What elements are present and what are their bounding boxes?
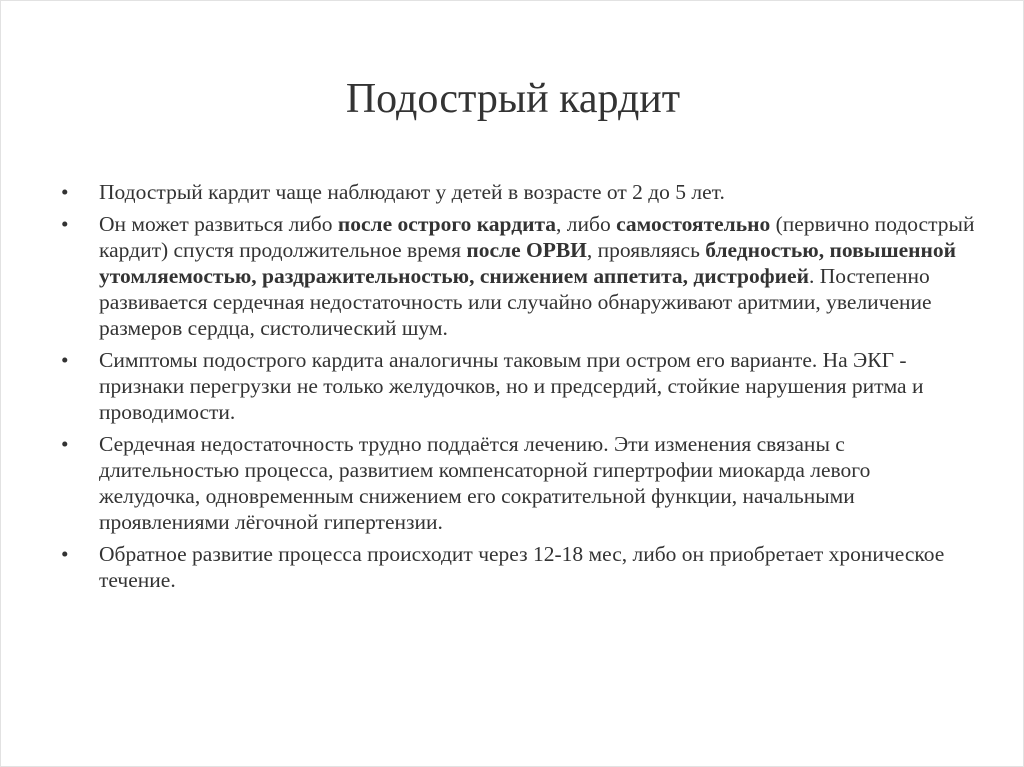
bullet-icon: •: [61, 180, 69, 204]
bullet-icon: •: [61, 542, 69, 566]
bullet-text-segment: Обратное развитие процесса происходит через 12-18 мес, либо он приобретает хроническое течение.: [99, 542, 945, 592]
bullet-item: [61, 211, 976, 341]
bullet-text-segment: , проявляясь: [586, 238, 706, 262]
bullet-icon: •: [61, 212, 69, 236]
bullet-bold-segment: после ОРВИ: [466, 238, 587, 262]
bullet-text-segment: , либо: [556, 212, 617, 236]
bullet-text-segment: . Постепенно развивается сердечная недостаточность или случайно обнаруживают аритмии, увеличение размеров сердца, систолический шум.: [99, 264, 932, 340]
slide-title: Подострый кардит: [345, 76, 681, 122]
bullet-bold-segment: самостоятельно: [616, 212, 771, 236]
bullet-bold-segment: бледностью, повышенной утомляемостью, раздражительностью, снижением аппетита, дистрофией: [99, 238, 957, 288]
bullet-text-segment: Подострый кардит чаще наблюдают у детей в возрасте от 2 до 5 лет.: [99, 180, 725, 204]
bullet-item: [61, 179, 976, 205]
bullet-icon: •: [61, 348, 69, 372]
bullet-item: [61, 541, 976, 593]
bullet-text-segment: Симптомы подострого кардита аналогичны таковым при остром его варианте. На ЭКГ - признаки перегрузки не только желудочков, но и предсердий, стойкие нарушения ритма и проводимости.: [99, 348, 924, 424]
bullet-item: [61, 347, 976, 425]
bullet-icon: •: [61, 432, 69, 456]
bullet-text-segment: Сердечная недостаточность трудно поддаётся лечению. Эти изменения связаны с длительностью процесса, развитием компенсаторной гипертрофии миокарда левого желудочка, одновременным снижением его сократительной функции, начальными проявлениями лёгочной гипертензии.: [99, 432, 871, 534]
bullet-list: [61, 179, 976, 599]
bullet-bold-segment: после острого кардита: [337, 212, 557, 236]
bullet-item: [61, 431, 976, 535]
bullet-text-segment: (первично подострый кардит) спустя продолжительное время: [99, 212, 975, 262]
bullet-text-segment: Он может развиться либо: [99, 212, 338, 236]
